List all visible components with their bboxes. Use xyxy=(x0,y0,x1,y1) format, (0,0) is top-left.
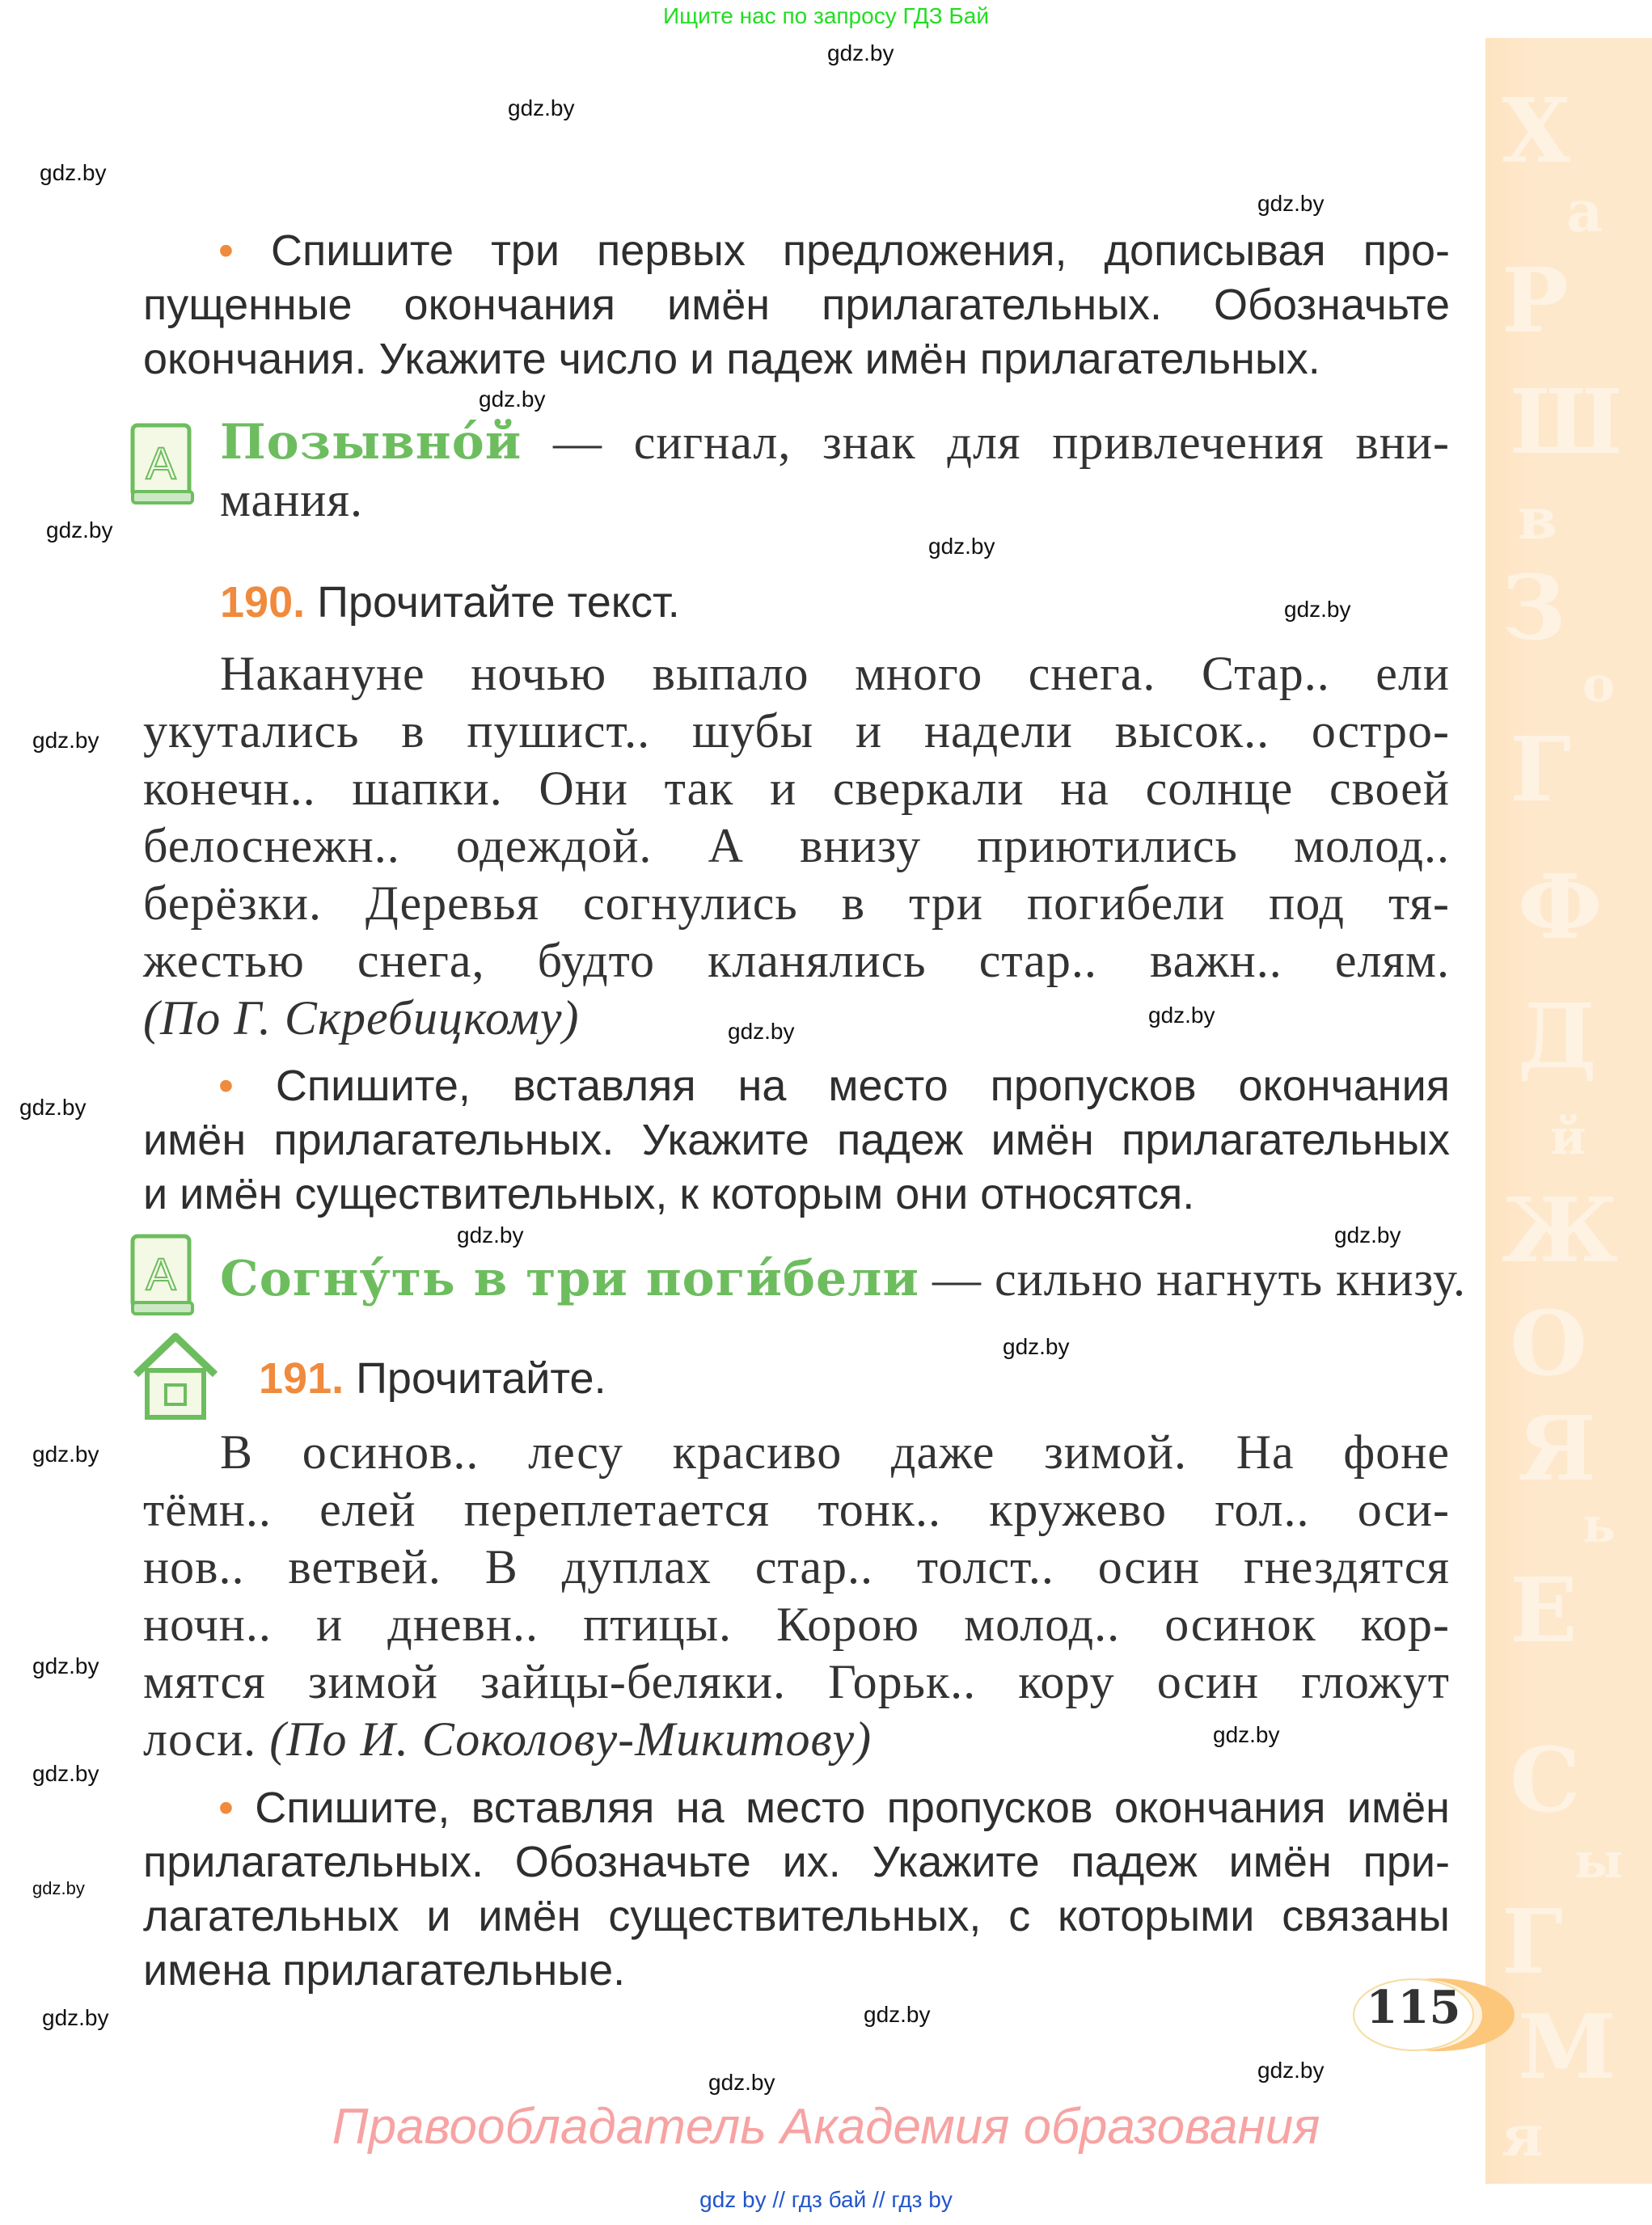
watermark: gdz.by xyxy=(40,160,107,185)
task-line: прилагательных. Обозначьте их. Укажите падеж имён при- xyxy=(143,1838,1450,1886)
exercise-title: Прочитайте. xyxy=(344,1354,606,1403)
dictionary-book-icon xyxy=(129,1233,194,1318)
sidebar-letter: я xyxy=(1502,2102,1544,2169)
text-source: (По Г. Скребицкому) xyxy=(143,991,580,1045)
text-line: мятся зимой зайцы-беляки. Горьк.. кору осин гложут xyxy=(143,1655,1450,1708)
sidebar-letter: а xyxy=(1566,178,1603,245)
text-line: жестью снега, будто кланялись стар.. важн.. елям. xyxy=(143,934,1450,987)
sidebar-letter: Д xyxy=(1518,984,1597,1088)
task-line: и имён существительных, к которым они относятся. xyxy=(143,1170,1195,1218)
bullet-icon: • xyxy=(218,226,271,275)
text-line: тёмн.. елей переплетается тонк.. кружево гол.. оси- xyxy=(143,1483,1450,1536)
exercise-title: Прочитайте текст. xyxy=(305,578,680,627)
watermark: gdz.by xyxy=(1148,1003,1215,1028)
watermark: gdz.by xyxy=(728,1019,795,1044)
text-line: ночн.. и дневн.. птицы. Корою молод.. осинок кор- xyxy=(143,1598,1450,1651)
task-line xyxy=(218,224,1450,278)
exercise-number: 190. xyxy=(220,578,306,627)
text-line: конечн.. шапки. Они так и сверкали на солнце своей xyxy=(143,762,1450,815)
sidebar-letter: З xyxy=(1502,555,1566,660)
watermark: gdz.by xyxy=(827,40,894,65)
sidebar-letter: в xyxy=(1518,485,1557,552)
exercise-191-heading xyxy=(259,1352,606,1406)
watermark: gdz.by xyxy=(1257,2058,1325,2083)
watermark: gdz.by xyxy=(46,517,113,543)
sidebar-letter: ы xyxy=(1574,1833,1624,1889)
sidebar-letter: Х xyxy=(1502,78,1571,183)
definition-text: — сигнал, знак для привлечения вни- xyxy=(522,416,1450,469)
watermark: gdz.by xyxy=(1003,1334,1070,1359)
task-line: имена прилагательные. xyxy=(143,1946,626,1995)
task-line xyxy=(218,1059,1450,1113)
task-line: имён прилагательных. Укажите падеж имён прилагательных xyxy=(143,1116,1450,1164)
watermark: gdz.by xyxy=(32,1653,99,1678)
watermark: gdz.by xyxy=(928,534,995,559)
watermark: gdz.by xyxy=(457,1222,524,1248)
text-line: нов.. ветвей. В дуплах стар.. толст.. осин гнездятся xyxy=(143,1540,1450,1594)
task-line: пущенные окончания имён прилагательных. Обозначьте xyxy=(143,281,1450,329)
watermark: gdz.by xyxy=(32,728,99,753)
text-line xyxy=(143,1711,872,1768)
text-line: В осинов.. лесу красиво даже зимой. На фоне xyxy=(220,1425,1450,1479)
sidebar-letter: й xyxy=(1550,1109,1587,1166)
sidebar-letter: М xyxy=(1518,1995,1616,2099)
dictionary-book-icon xyxy=(129,422,194,507)
exercise-number: 191. xyxy=(259,1354,344,1403)
exercise-190-heading xyxy=(220,576,680,630)
watermark: gdz.by xyxy=(42,2005,109,2030)
text-source: (По И. Соколову-Микитову) xyxy=(269,1712,872,1766)
watermark: gdz.by xyxy=(1334,1222,1401,1248)
sidebar-letter: о xyxy=(1582,657,1616,713)
sidebar-letter: Г xyxy=(1502,1889,1563,1994)
watermark: gdz.by xyxy=(1213,1722,1280,1747)
watermark: gdz.by xyxy=(19,1095,87,1120)
task-line: окончания. Укажите число и падеж имён прилагательных. xyxy=(143,335,1320,383)
watermark: gdz.by xyxy=(32,1761,99,1786)
task-text: Спишите, вставляя на место пропусков окончания xyxy=(275,1062,1450,1110)
sidebar-letter: Е xyxy=(1510,1558,1578,1662)
watermark: gdz.by xyxy=(864,2002,931,2027)
watermark: gdz.by xyxy=(1284,597,1351,622)
text-line: Накануне ночью выпало много снега. Стар.. ели xyxy=(220,647,1450,700)
sidebar-letter: ь xyxy=(1582,1497,1616,1554)
svg-text:A: A xyxy=(146,437,176,488)
task-line: лагательных и имён существительных, с которыми связаны xyxy=(143,1892,1450,1940)
definition-line xyxy=(220,1251,1466,1308)
sidebar-letter: Ш xyxy=(1510,369,1623,474)
text-line: берёзки. Деревья согнулись в три погибели под тя- xyxy=(143,876,1450,930)
sidebar-letter: Г xyxy=(1510,717,1571,821)
text-last: лоси. xyxy=(143,1712,270,1766)
watermark: gdz.by xyxy=(1257,191,1325,216)
page-number: 115 xyxy=(1366,1981,1461,2034)
watermark: gdz.by xyxy=(32,1442,99,1467)
alphabet-sidebar xyxy=(1485,38,1652,2184)
watermark: gdz.by xyxy=(479,386,546,412)
svg-text:A: A xyxy=(146,1248,176,1299)
task-text: Спишите три первых предложения, дописывая про- xyxy=(270,226,1450,275)
watermark: gdz.by xyxy=(508,95,575,120)
sidebar-letter: Ф xyxy=(1518,855,1603,959)
watermark: gdz.by xyxy=(32,1878,85,1898)
task-line xyxy=(218,1781,1450,1835)
bullet-icon: • xyxy=(218,1062,276,1110)
text-line: белоснежн.. одеждой. А внизу приютились молод.. xyxy=(143,819,1450,872)
text-line: укутались в пушист.. шубы и надели высок.. остро- xyxy=(143,704,1450,758)
definition-text: — сильно нагнуть книзу. xyxy=(919,1252,1466,1306)
footer-links[interactable]: gdz by // гдз бай // гдз by xyxy=(699,2187,953,2212)
copyright-notice: Правообладатель Академия образования xyxy=(332,2099,1320,2155)
search-banner: Ищите нас по запросу ГДЗ Бай xyxy=(662,3,990,28)
bullet-icon: • xyxy=(218,1784,256,1832)
definition-term: Согну́ть в три поги́бели xyxy=(220,1251,919,1307)
sidebar-letter: Я xyxy=(1518,1396,1597,1501)
definition-line: мания. xyxy=(220,473,364,526)
task-text: Спишите, вставляя на место пропусков окончания имён xyxy=(255,1784,1450,1832)
sidebar-letter: О xyxy=(1510,1291,1587,1395)
sidebar-letter: С xyxy=(1510,1728,1581,1832)
sidebar-letter: Р xyxy=(1502,248,1569,353)
home-task-icon xyxy=(129,1330,222,1423)
watermark: gdz.by xyxy=(708,2070,775,2095)
definition-line xyxy=(220,414,1450,471)
sidebar-letter: Ж xyxy=(1502,1178,1619,1282)
definition-term: Позывно́й xyxy=(220,414,522,471)
